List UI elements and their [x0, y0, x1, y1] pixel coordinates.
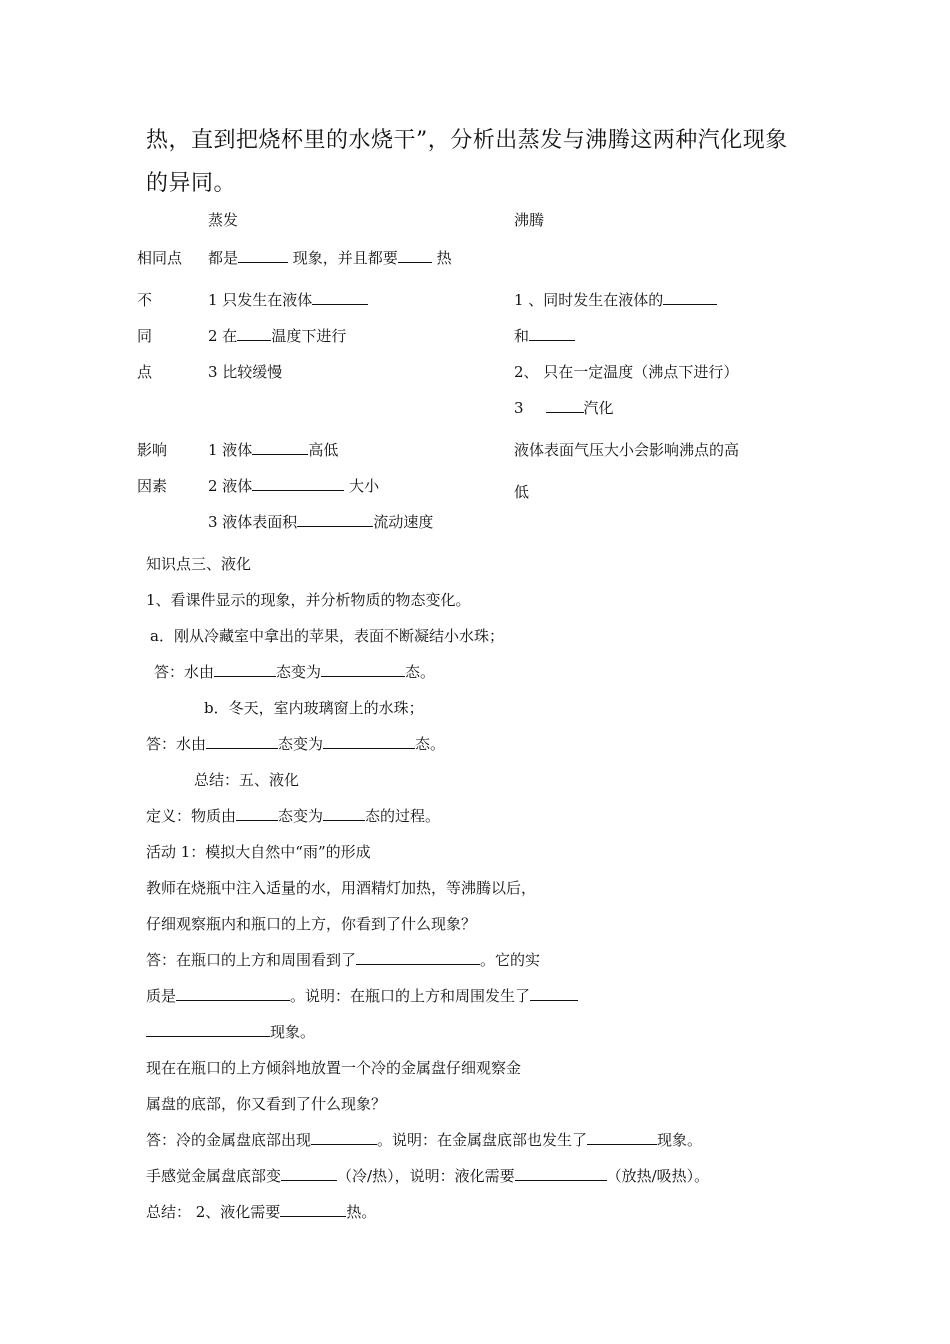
boil-diff-3a: 3 [514, 399, 524, 417]
blank [398, 248, 432, 263]
answer-b [146, 733, 445, 754]
evap-factor-1b: 高低 [308, 441, 339, 459]
same-a: 都是 [208, 249, 239, 267]
answer-2 [146, 985, 578, 1006]
blank [663, 290, 717, 305]
blank [323, 806, 365, 821]
answer-4-3: 现象。 [657, 1131, 703, 1149]
answer-1 [146, 949, 540, 970]
intro-line-2: 的异同。 [146, 171, 237, 196]
boil-diff-3b: 汽化 [583, 399, 614, 417]
boil-diff-1-text: 1 、同时发生在液体的 [514, 291, 664, 309]
blank [281, 1166, 337, 1181]
evap-diff-2 [208, 325, 346, 346]
evap-diff-2a: 2 在 [208, 327, 238, 345]
header-boiling: 沸腾 [514, 211, 545, 229]
evap-factor-3b: 流动速度 [373, 513, 434, 531]
diff-label-2: 同 [137, 327, 153, 345]
blank [587, 1130, 657, 1145]
answer-6-1: 总结： 2、液化需要 [146, 1203, 281, 1221]
blank [356, 950, 480, 965]
answer-2-2: 。说明：在瓶口的上方和周围发生了 [290, 987, 531, 1005]
answer-6-2: 热。 [346, 1203, 377, 1221]
paragraph-3: 现在在瓶口的上方倾斜地放置一个冷的金属盘仔细观察金 [146, 1059, 522, 1077]
activity-title: 活动 1：模拟大自然中“雨”的形成 [146, 843, 371, 861]
answer-4 [146, 1129, 702, 1150]
factor-label-1: 影响 [137, 441, 168, 459]
definition [146, 805, 440, 826]
boil-factor-1: 液体表面气压大小会影响沸点的高 [514, 441, 740, 459]
summary-heading: 总结：五、液化 [194, 771, 300, 789]
boil-diff-1 [514, 289, 717, 310]
answer-6 [146, 1201, 376, 1222]
answer-b-1: 答：水由 [146, 735, 207, 753]
blank [238, 248, 288, 263]
paragraph-2: 仔细观察瓶内和瓶口的上方，你看到了什么现象？ [146, 915, 477, 933]
blank [237, 326, 271, 341]
paragraph-4: 属盘的底部，你又看到了什么现象？ [146, 1095, 387, 1113]
same-b: 现象，并且都要 [288, 249, 398, 267]
blank [176, 986, 290, 1001]
evap-factor-1 [208, 439, 338, 460]
blank [236, 806, 278, 821]
blank [530, 986, 578, 1001]
answer-5-2: （冷/热），说明：液化需要 [337, 1167, 515, 1185]
blank [206, 734, 278, 749]
definition-3: 态的过程。 [365, 807, 441, 825]
answer-5-1: 手感觉金属盘底部变 [146, 1167, 282, 1185]
answer-2-1: 质是 [146, 987, 177, 1005]
diff-label-1: 不 [137, 291, 153, 309]
factor-label-2: 因素 [137, 477, 168, 495]
intro-line-1: 热，直到把烧杯里的水烧干”，分析出蒸发与沸腾这两种汽化现象 [146, 128, 788, 153]
evap-factor-3 [208, 511, 433, 532]
evap-factor-1a: 1 液体 [208, 441, 253, 459]
paragraph-1: 教师在烧瓶中注入适量的水，用酒精灯加热，等沸腾以后， [146, 879, 537, 897]
blank [280, 1202, 346, 1217]
definition-2: 态变为 [278, 807, 324, 825]
answer-3 [146, 1021, 315, 1042]
boil-diff-2: 2、 只在一定温度（沸点下进行） [514, 363, 739, 381]
evap-diff-3: 3 比较缓慢 [208, 363, 283, 381]
same-label: 相同点 [137, 249, 183, 267]
question-a: a．刚从冷藏室中拿出的苹果，表面不断凝结小水珠； [150, 627, 504, 645]
question-b: b．冬天，室内玻璃窗上的水珠； [204, 699, 424, 717]
answer-a-3: 态。 [405, 663, 436, 681]
boil-diff-3 [514, 397, 614, 418]
same-row [208, 247, 452, 268]
answer-b-3: 态。 [415, 735, 446, 753]
evap-diff-2b: 温度下进行 [271, 327, 347, 345]
answer-b-2: 态变为 [278, 735, 324, 753]
blank [146, 1022, 270, 1037]
section-heading: 知识点三、液化 [146, 555, 252, 573]
header-evaporation: 蒸发 [208, 211, 239, 229]
answer-4-2: 。说明：在金属盘底部也发生了 [377, 1131, 588, 1149]
blank [312, 290, 368, 305]
answer-5 [146, 1165, 709, 1186]
same-c: 热 [431, 249, 452, 267]
answer-a-2: 态变为 [276, 663, 322, 681]
blank [297, 512, 373, 527]
question-1: 1、看课件显示的现象，并分析物质的物态变化。 [146, 591, 471, 609]
answer-3-2: 现象。 [270, 1023, 316, 1041]
diff-label-3: 点 [137, 363, 153, 381]
answer-1-1: 答：在瓶口的上方和周围看到了 [146, 951, 357, 969]
answer-4-1: 答：冷的金属盘底部出现 [146, 1131, 312, 1149]
boil-diff-1b [514, 325, 575, 346]
blank [529, 326, 575, 341]
boil-factor-2: 低 [514, 483, 530, 501]
evap-factor-2b: 大小 [344, 477, 380, 495]
answer-5-3: （放热/吸热）。 [606, 1167, 710, 1185]
answer-1-2: 。它的实 [480, 951, 541, 969]
answer-a [154, 661, 435, 682]
evap-diff-1-text: 1 只发生在液体 [208, 291, 313, 309]
answer-a-1: 答：水由 [154, 663, 215, 681]
evap-factor-3a: 3 液体表面积 [208, 513, 298, 531]
blank [546, 398, 584, 413]
blank [311, 1130, 377, 1145]
definition-1: 定义：物质由 [146, 807, 237, 825]
blank [321, 662, 405, 677]
blank [323, 734, 415, 749]
blank [214, 662, 276, 677]
evap-factor-2a: 2 液体 [208, 477, 253, 495]
evap-factor-2 [208, 475, 379, 496]
boil-diff-1b-text: 和 [514, 327, 530, 345]
evap-diff-1 [208, 289, 368, 310]
blank [252, 476, 344, 491]
blank [515, 1166, 607, 1181]
blank [252, 440, 308, 455]
